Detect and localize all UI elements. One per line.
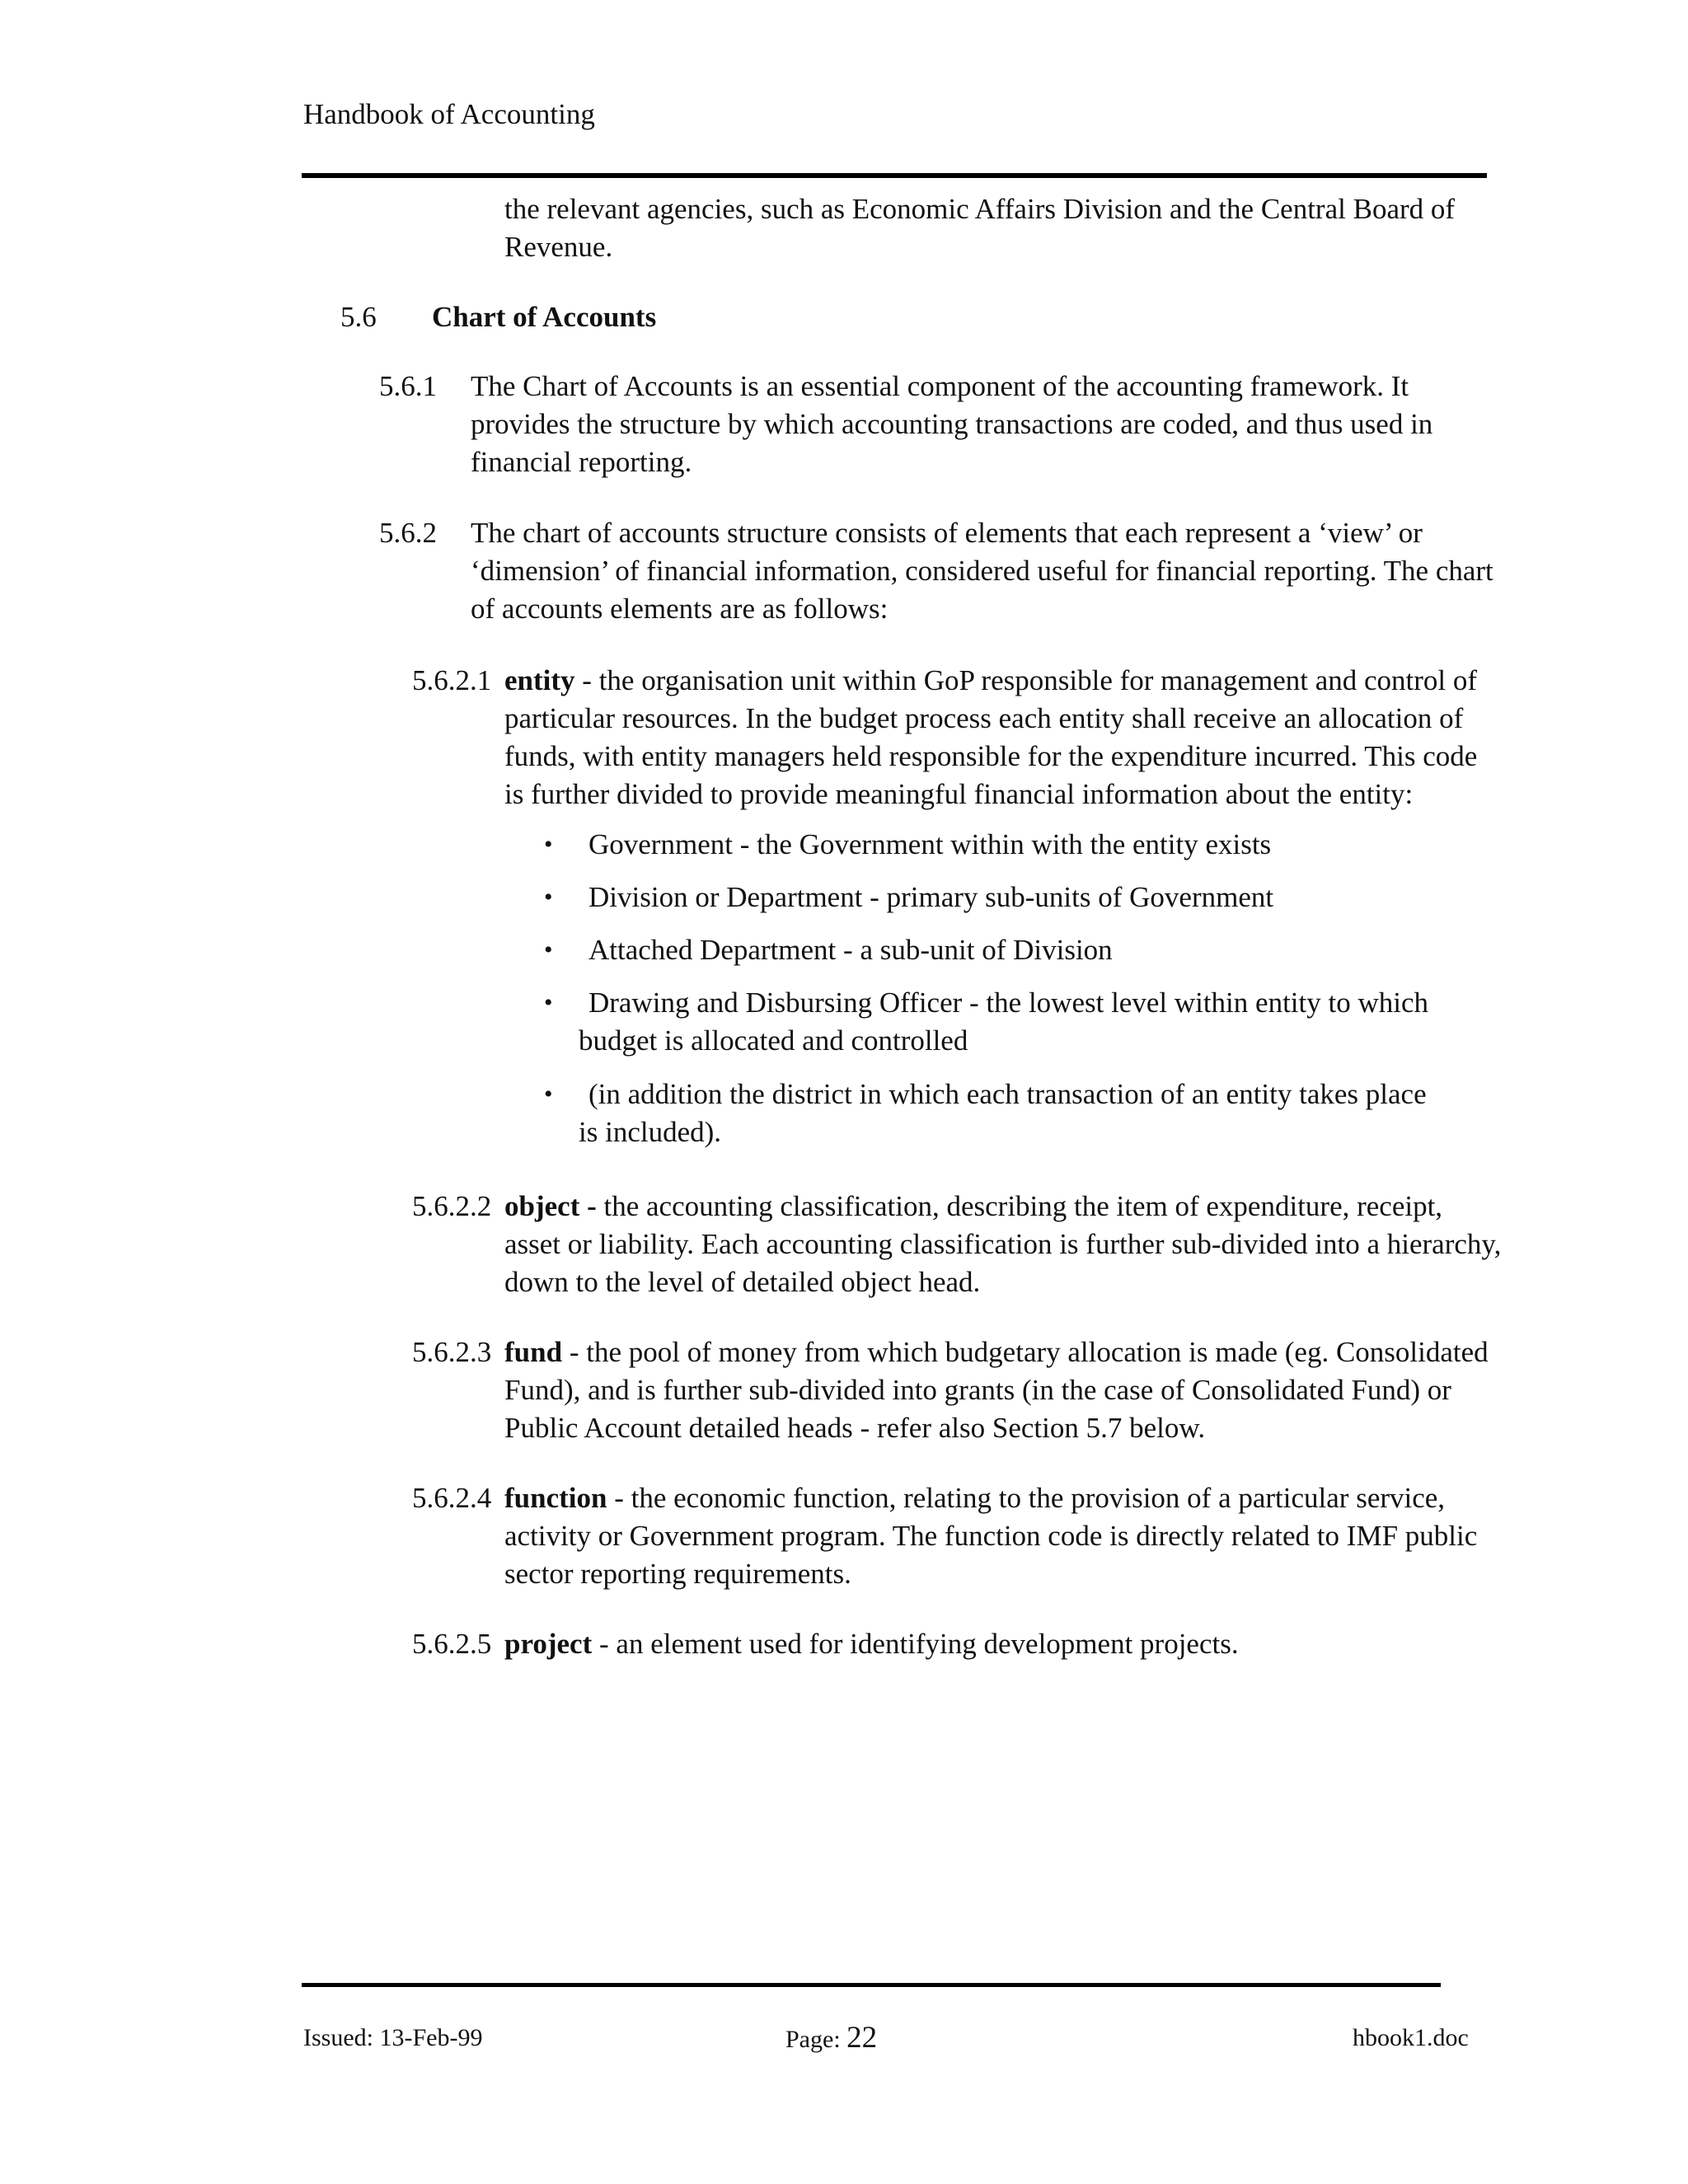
element-entity [412, 662, 1500, 810]
footer-page-number: 22 [846, 2021, 878, 2055]
paragraph-number: 5.6.2 [379, 517, 437, 549]
element-body [504, 1625, 1503, 1663]
element-fund [412, 1333, 1500, 1444]
bullet-text: Attached Department - a sub-unit of Division [588, 934, 1113, 966]
element-text: the accounting classification, describing the item of expenditure, receipt, asset or liability. Each accounting classification is further sub-divided into a hierarchy, down to the level of detailed object head. [504, 1190, 1502, 1298]
paragraph-5-6-1 [379, 368, 1492, 478]
element-text: - an element used for identifying development projects. [592, 1628, 1239, 1660]
bullet-text: Government - the Government within with the entity exists [588, 828, 1272, 860]
bullet-text: Drawing and Disbursing Officer - the lowest level within entity to which budget is allocated and controlled [579, 987, 1428, 1057]
paragraph-text: The Chart of Accounts is an essential component of the accounting framework. It provides the structure by which accounting transactions are coded, and thus used in financial reporting. [471, 370, 1433, 478]
bullet-text: (in addition the district in which each transaction of an entity takes place is included). [579, 1078, 1427, 1148]
footer-rule [302, 1983, 1441, 1987]
section-title: Chart of Accounts [432, 301, 657, 333]
element-text: - the organisation unit within GoP responsible for management and control of particular resources. In the budget process each entity shall receive an allocation of funds, with entity managers held responsible for the expenditure incurred. This code is further divided to provide meaningful financial information about the entity: [504, 664, 1478, 810]
element-object [412, 1188, 1502, 1298]
element-number: 5.6.2.3 [412, 1336, 492, 1368]
bullet-icon: • [544, 989, 553, 1016]
element-number: 5.6.2.5 [412, 1628, 492, 1660]
bullet-icon: • [544, 883, 553, 911]
bullet-text: Division or Department - primary sub-units of Government [588, 881, 1274, 913]
element-term: function [504, 1482, 607, 1514]
element-body [504, 1479, 1503, 1593]
element-number: 5.6.2.4 [412, 1482, 492, 1514]
element-number: 5.6.2.2 [412, 1190, 492, 1222]
element-project [412, 1625, 1500, 1663]
element-body [504, 1333, 1503, 1447]
bullet-icon: • [544, 831, 553, 858]
element-term: entity [504, 664, 575, 696]
element-body [504, 662, 1502, 813]
paragraph-5-6-2 [379, 514, 1493, 625]
footer-page [785, 2022, 877, 2056]
footer-issued: Issued: 13-Feb-99 [303, 2024, 483, 2051]
element-text: - the pool of money from which budgetary allocation is made (eg. Consolidated Fund), and is further sub-divided into grants (in the case of Consolidated Fund) or Public Account detailed heads - refer also Section 5.7 below. [504, 1336, 1489, 1444]
paragraph-number: 5.6.1 [379, 370, 437, 402]
bullet-icon: • [544, 1080, 553, 1108]
element-number: 5.6.2.1 [412, 664, 492, 696]
element-function [412, 1479, 1500, 1590]
element-body [504, 1188, 1503, 1301]
continuation-paragraph: the relevant agencies, such as Economic Affairs Division and the Central Board of Revenue. [504, 193, 1456, 263]
element-term: project [504, 1628, 593, 1660]
section-number: 5.6 [340, 301, 377, 333]
footer-page-label: Page: [785, 2026, 847, 2053]
bullet-icon: • [544, 936, 553, 963]
element-text: - the economic function, relating to the provision of a particular service, activity or Government program. The function code is directly related to IMF public sector reporting requirements. [504, 1482, 1478, 1590]
element-term: object - [504, 1190, 597, 1222]
header-rule [302, 173, 1487, 178]
header-title: Handbook of Accounting [303, 98, 595, 130]
footer-filename: hbook1.doc [1353, 2024, 1469, 2051]
paragraph-text: The chart of accounts structure consists of elements that each represent a ‘view’ or ‘dimension’ of financial information, considered useful for financial reporting. The chart of accounts elements are as follows: [471, 517, 1493, 625]
element-term: fund [504, 1336, 563, 1368]
